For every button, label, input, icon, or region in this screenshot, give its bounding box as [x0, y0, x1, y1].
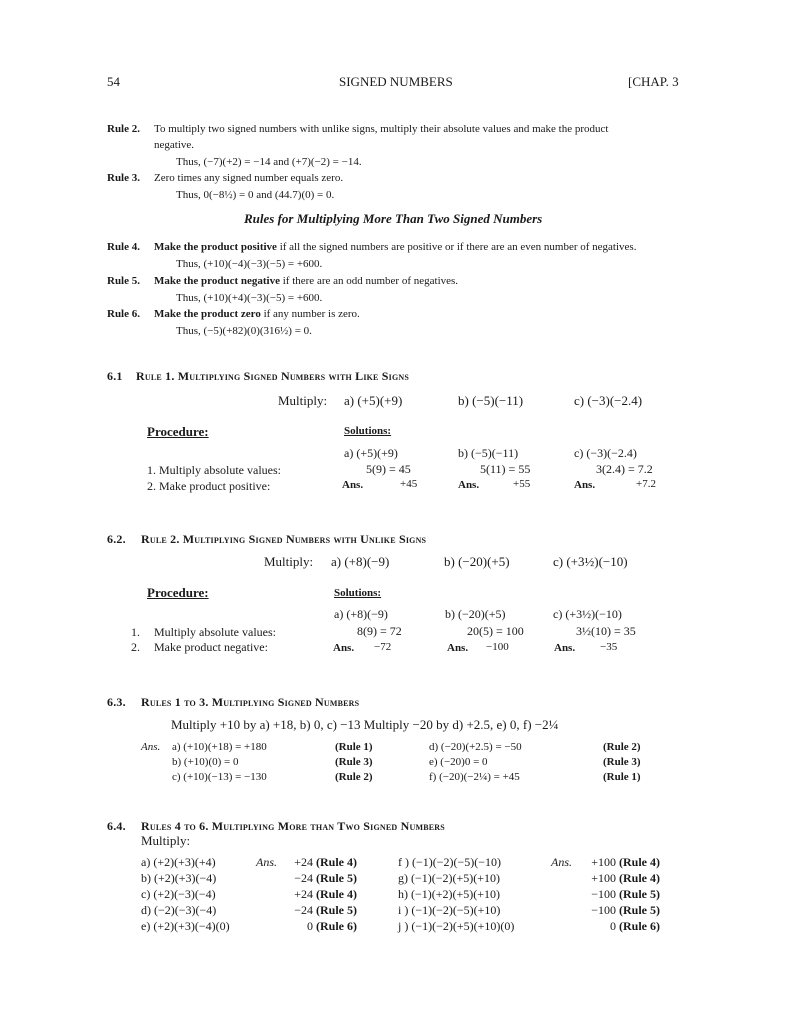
s64-right-expr-g: g) (−1)(−2)(+5)(+10) [398, 871, 501, 885]
s61-problem-a: a) (+5)(+9) [344, 393, 403, 408]
s62-step-2-number: 2. [131, 640, 140, 654]
s62-col-c-work: 3½(10) = 35 [576, 624, 636, 638]
s62-col-a-problem: a) (+8)(−9) [334, 607, 388, 621]
s62-multiply-label: Multiply: [264, 554, 314, 569]
rule-4-text [154, 241, 636, 253]
s64-right-val-j: 0 [610, 919, 616, 933]
s64-right-val-f: +100 [591, 855, 616, 869]
rule-2-label: Rule 2. [107, 123, 140, 135]
rule-4-rest: if all the signed numbers are positive or if there are an even number of negatives. [276, 241, 637, 253]
s64-right-ans-j [582, 919, 660, 934]
s61-ans-a-label: Ans. [342, 479, 364, 491]
s64-left-rule-e: (Rule 6) [316, 919, 357, 933]
s62-col-c-problem: c) (+3½)(−10) [553, 607, 622, 621]
rules-heading: Rules for Multiplying More Than Two Signed Numbers [244, 211, 543, 226]
s61-col-b-problem: b) (−5)(−11) [458, 446, 519, 460]
s61-problem-c: c) (−3)(−2.4) [574, 393, 643, 408]
s61-ans-c: +7.2 [636, 478, 656, 490]
chapter-label: [CHAP. 3 [628, 74, 679, 89]
s61-ans-b: +55 [513, 478, 531, 490]
s63-ans-d-rule: (Rule 2) [603, 741, 641, 753]
s64-left-expr-c: c) (+2)(−3)(−4) [141, 887, 216, 901]
s62-solutions-label: Solutions: [334, 587, 382, 599]
s61-col-b-work: 5(11) = 55 [480, 462, 531, 476]
rule-6-label: Rule 6. [107, 308, 140, 320]
section-6-2-title: Rule 2. Multiplying Signed Numbers with Unlike Signs [141, 532, 427, 546]
s64-left-val-b: −24 [294, 871, 313, 885]
rule-4-bold: Make the product positive [154, 241, 277, 253]
s61-procedure-label: Procedure: [147, 424, 209, 439]
s64-left-expr-a: a) (+2)(+3)(+4) [141, 855, 216, 869]
s62-problem-a: a) (+8)(−9) [331, 554, 390, 569]
s64-right-rule-j: (Rule 6) [619, 919, 660, 933]
s64-left-expr-e: e) (+2)(+3)(−4)(0) [141, 919, 230, 933]
s63-ans-d: d) (−20)(+2.5) = −50 [429, 741, 522, 753]
section-6-3-title: Rules 1 to 3. Multiplying Signed Numbers [141, 695, 360, 709]
s61-ans-a: +45 [400, 478, 418, 490]
rule-5-bold: Make the product negative [154, 275, 280, 287]
s64-right-ans-f [582, 855, 660, 870]
s64-right-ans-i [582, 903, 660, 918]
s63-ans-c-rule: (Rule 2) [335, 771, 373, 783]
s64-right-val-i: −100 [591, 903, 616, 917]
s64-ans-right-label: Ans. [551, 855, 572, 869]
rule-6-bold: Make the product zero [154, 308, 261, 320]
s62-col-b-problem: b) (−20)(+5) [445, 607, 506, 621]
rule-6-example: Thus, (−5)(+82)(0)(316½) = 0. [176, 325, 312, 337]
s63-ans-a: a) (+10)(+18) = +180 [172, 741, 267, 753]
s64-left-val-e: 0 [307, 919, 313, 933]
s62-ans-a: −72 [374, 641, 392, 653]
s64-left-val-c: +24 [294, 887, 313, 901]
rule-2-text: To multiply two signed numbers with unlike signs, multiply their absolute values and make the product [154, 123, 609, 135]
s63-ans-f-rule: (Rule 1) [603, 771, 641, 783]
s63-ans-b-rule: (Rule 3) [335, 756, 373, 768]
s61-col-a-problem: a) (+5)(+9) [344, 446, 398, 460]
rule-5-example: Thus, (+10)(+4)(−3)(−5) = +600. [176, 292, 323, 304]
s64-left-val-d: −24 [294, 903, 313, 917]
s64-left-ans-e [287, 919, 357, 934]
page-number: 54 [107, 74, 120, 89]
rule-5-text [154, 275, 458, 287]
rule-6-text [154, 308, 360, 320]
rule-2-example: Thus, (−7)(+2) = −14 and (+7)(−2) = −14. [176, 156, 362, 168]
rule-6-rest: if any number is zero. [260, 308, 360, 320]
s64-right-val-g: +100 [591, 871, 616, 885]
s64-right-ans-h [582, 887, 660, 902]
s61-multiply-label: Multiply: [278, 393, 328, 408]
s64-left-rule-a: (Rule 4) [316, 855, 357, 869]
s64-left-ans-d [287, 903, 357, 918]
s64-left-rule-b: (Rule 5) [316, 871, 357, 885]
s64-left-ans-b [287, 871, 357, 886]
rule-5-rest: if there are an odd number of negatives. [279, 275, 459, 287]
s64-right-rule-h: (Rule 5) [619, 887, 660, 901]
s64-left-expr-b: b) (+2)(+3)(−4) [141, 871, 217, 885]
s64-ans-left-label: Ans. [256, 855, 277, 869]
s62-col-a-work: 8(9) = 72 [357, 624, 402, 638]
s63-ans-e: e) (−20)0 = 0 [429, 756, 488, 768]
rule-3-label: Rule 3. [107, 172, 140, 184]
s62-ans-b: −100 [486, 641, 509, 653]
s63-ans-label: Ans. [141, 741, 161, 753]
section-6-2-number: 6.2. [107, 532, 126, 546]
s62-ans-c-label: Ans. [554, 642, 576, 654]
s64-right-expr-h: h) (−1)(+2)(+5)(+10) [398, 887, 501, 901]
section-6-1-title: Rule 1. Multiplying Signed Numbers with Like Signs [136, 369, 410, 383]
running-title: SIGNED NUMBERS [339, 74, 453, 89]
s63-ans-c: c) (+10)(−13) = −130 [172, 771, 267, 783]
s63-ans-b: b) (+10)(0) = 0 [172, 756, 239, 768]
s63-ans-a-rule: (Rule 1) [335, 741, 373, 753]
s62-ans-b-label: Ans. [447, 642, 469, 654]
s64-right-val-h: −100 [591, 887, 616, 901]
s61-col-c-work: 3(2.4) = 7.2 [596, 462, 653, 476]
section-6-4-number: 6.4. [107, 819, 126, 833]
s62-ans-c: −35 [600, 641, 618, 653]
rule-5-label: Rule 5. [107, 275, 140, 287]
s62-col-b-work: 20(5) = 100 [467, 624, 524, 638]
rule-3-example: Thus, 0(−8½) = 0 and (44.7)(0) = 0. [176, 189, 335, 201]
s64-right-expr-f: f ) (−1)(−2)(−5)(−10) [398, 855, 502, 869]
s64-left-expr-d: d) (−2)(−3)(−4) [141, 903, 217, 917]
rule-4-label: Rule 4. [107, 241, 140, 253]
s64-left-val-a: +24 [294, 855, 313, 869]
s64-left-rule-c: (Rule 4) [316, 887, 357, 901]
s64-left-ans-a [287, 855, 357, 870]
s61-step-1: 1. Multiply absolute values: [147, 463, 281, 477]
section-6-3-number: 6.3. [107, 695, 126, 709]
s62-step-1-number: 1. [131, 625, 140, 639]
s63-ans-e-rule: (Rule 3) [603, 756, 641, 768]
s61-col-c-problem: c) (−3)(−2.4) [574, 446, 637, 460]
s61-solutions-label: Solutions: [344, 425, 392, 437]
s62-step-1: Multiply absolute values: [154, 625, 276, 639]
s64-right-rule-f: (Rule 4) [619, 855, 660, 869]
s61-ans-b-label: Ans. [458, 479, 480, 491]
s64-right-expr-i: i ) (−1)(−2)(−5)(+10) [398, 903, 501, 917]
s62-ans-a-label: Ans. [333, 642, 355, 654]
s63-problem-line: Multiply +10 by a) +18, b) 0, c) −13 Multiply −20 by d) +2.5, e) 0, f) −2¼ [171, 717, 559, 732]
s64-right-rule-i: (Rule 5) [619, 903, 660, 917]
s64-left-ans-c [287, 887, 357, 902]
s64-right-expr-j: j ) (−1)(−2)(+5)(+10)(0) [398, 919, 515, 933]
rule-3-text: Zero times any signed number equals zero. [154, 172, 344, 184]
s64-right-ans-g [582, 871, 660, 886]
s62-procedure-label: Procedure: [147, 585, 209, 600]
section-6-1-number: 6.1 [107, 369, 123, 383]
section-6-4-title: Rules 4 to 6. Multiplying More than Two Signed Numbers [141, 819, 445, 833]
rule-4-example: Thus, (+10)(−4)(−3)(−5) = +600. [176, 258, 323, 270]
s61-problem-b: b) (−5)(−11) [458, 393, 524, 408]
s61-col-a-work: 5(9) = 45 [366, 462, 411, 476]
s64-left-rule-d: (Rule 5) [316, 903, 357, 917]
rule-2-text-cont: negative. [154, 139, 195, 151]
s61-ans-c-label: Ans. [574, 479, 596, 491]
s62-problem-b: b) (−20)(+5) [444, 554, 510, 569]
s62-problem-c: c) (+3½)(−10) [553, 554, 628, 569]
s64-multiply-label: Multiply: [141, 833, 191, 848]
s64-right-rule-g: (Rule 4) [619, 871, 660, 885]
s61-step-2: 2. Make product positive: [147, 479, 271, 493]
s62-step-2: Make product negative: [154, 640, 268, 654]
s63-ans-f: f) (−20)(−2¼) = +45 [429, 771, 520, 783]
